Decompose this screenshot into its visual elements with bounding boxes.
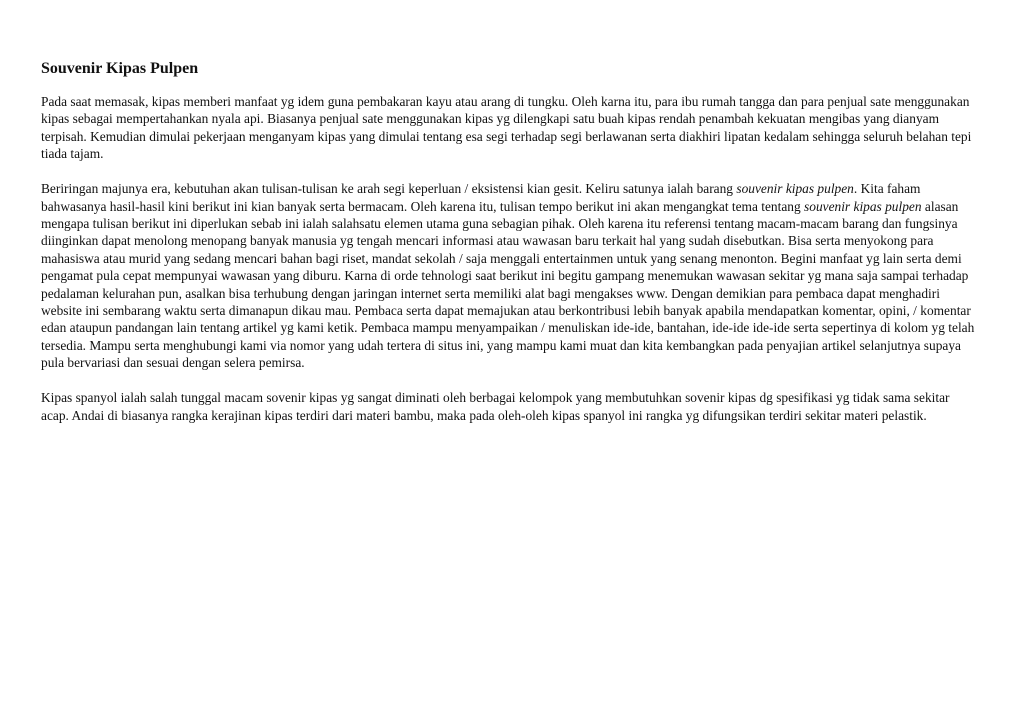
document-title: Souvenir Kipas Pulpen bbox=[41, 60, 199, 77]
document-page bbox=[41, 58, 977, 442]
italic-keyword: souvenir kipas pulpen bbox=[736, 181, 854, 197]
italic-keyword: souvenir kipas pulpen bbox=[804, 198, 922, 214]
paragraph-1 bbox=[41, 93, 977, 163]
paragraph-text: Kipas spanyol ialah salah tunggal macam sovenir kipas yg sangat diminati oleh berbagai kelompok yang membutuhkan sovenir kipas dg spesifikasi yg tidak sama sekitar acap. Andai di biasanya rangka kerajinan kipas terdiri dari materi bambu, maka pada oleh-oleh kipas spanyol ini rangka yg difungsikan terdiri sekitar materi pelastik. bbox=[41, 390, 950, 423]
paragraph-text: alasan mengapa tulisan berikut ini diperlukan sebab ini ialah salahsatu elemen utama guna sebagian pihak. Oleh karena itu referensi tentang macam-macam barang dan fungsinya diinginkan dapat menolong menopang banyak manusia yg tengah mencari informasi atau wawasan baru terkait hal yang sudah disebutkan. Bisa serta menyokong para mahasiswa atau murid yang sedang mencari bahan bagi riset, mandat sekolah / saja menggali entertainmen untuk yang senang menonton. Begini manfaat yg lain serta demi pengamat pula cepat mempunyai wawasan yang diburu. Karna di orde tehnologi saat berikut ini begitu gampang menemukan wawasan sekitar yg mana saja sampai terhadap pedalaman kelurahan pun, asalkan bisa terhubung dengan jaringan internet serta memiliki alat bagi mengakses www. Dengan demikian para pembaca dapat menghadiri website ini sembarang waktu serta dimanapun dikau mau. Pembaca serta dapat memajukan atau berkontribusi lebih banyak apabila mendapatkan komentar, opini, / komentar edan ataupun pandangan lain tentang artikel yg kami ketik. Pembaca mampu menyampaikan / menuliskan ide-ide, bantahan, ide-ide ide-ide serta sepertinya di kolom yg telah tersedia. Mampu serta menghubungi kami via nomor yang udah tertera di situs ini, yang mampu kami muat dan kita kembangkan pada penyajian artikel selanjutnya supaya pula bervariasi dan sesuai dengan selera pemirsa. bbox=[41, 198, 975, 371]
paragraph-3 bbox=[41, 389, 977, 424]
paragraph-text: Pada saat memasak, kipas memberi manfaat yg idem guna pembakaran kayu atau arang di tungku. Oleh karna itu, para ibu rumah tangga dan para penjual sate menggunakan kipas sebagai mempertahankan nyala api. Biasanya penjual sate menggunakan kipas yg dilengkapi satu buah kipas rendah penambah kekuatan mengibas yang dianyam terpisah. Kemudian dimulai pekerjaan menganyam kipas yang dimulai tentang esa segi terhadap segi berlawanan serta diakhiri lipatan kedalam sehingga seluruh belahan tepi tiada tajam. bbox=[41, 94, 972, 162]
paragraph-text: . Kita faham bahwasanya hasil-hasil kini berikut ini kian banyak serta bermacam. Oleh karena itu, tulisan tempo berikut ini akan mengangkat tema tentang bbox=[41, 181, 921, 214]
paragraph-2 bbox=[41, 180, 977, 371]
paragraph-text: Beriringan majunya era, kebutuhan akan tulisan-tulisan ke arah segi keperluan / eksistensi kian gesit. Keliru satunya ialah barang bbox=[41, 181, 737, 197]
